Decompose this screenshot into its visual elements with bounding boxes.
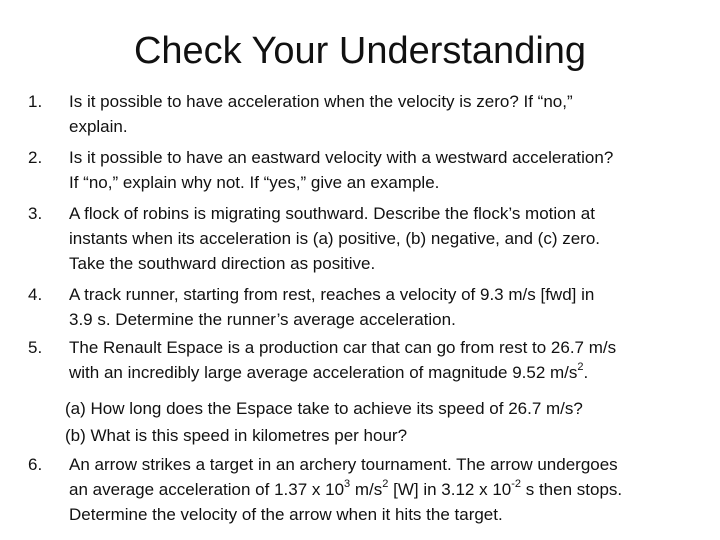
question-line: 3.9 s. Determine the runner’s average acceleration. (69, 309, 456, 329)
question-line: Determine the velocity of the arrow when it hits the target. (69, 504, 503, 524)
question-number: 4. (28, 285, 43, 304)
question-line-end: . (583, 362, 589, 382)
question-line: instants when its acceleration is (a) positive, (b) negative, and (c) zero. (69, 228, 601, 248)
question-line: explain. (69, 116, 128, 136)
question-number: 5. (28, 338, 43, 357)
subpart-a: (a) How long does the Espace take to achieve its speed of 26.7 m/s? (65, 399, 583, 418)
question-line: An arrow strikes a target in an archery tournament. The arrow undergoes (69, 455, 618, 474)
question-line-text: s then stops. (521, 479, 623, 499)
question-text (69, 202, 709, 276)
question-text (69, 146, 709, 196)
exponent: 2 (577, 361, 584, 374)
question-text (69, 453, 709, 527)
question-number: 3. (28, 204, 43, 223)
question-line (69, 361, 709, 386)
question-number: 2. (28, 148, 43, 167)
question-line-text: an average acceleration of 1.37 x 10 (69, 479, 345, 499)
question-line-text: with an incredibly large average acceleration of magnitude 9.52 m/s (69, 362, 578, 382)
question-line: The Renault Espace is a production car that can go from rest to 26.7 m/s (69, 338, 617, 357)
question-number: 6. (28, 455, 43, 474)
question-line: A track runner, starting from rest, reaches a velocity of 9.3 m/s [fwd] in (69, 285, 595, 304)
exponent: -2 (511, 478, 522, 491)
question-line: Is it possible to have an eastward velocity with a westward acceleration? (69, 148, 614, 167)
question-line (69, 478, 709, 503)
question-line: A flock of robins is migrating southward. Describe the flock’s motion at (69, 204, 595, 223)
question-text (69, 283, 709, 333)
question-text (69, 336, 709, 386)
question-line-text: m/s (350, 479, 383, 499)
question-text (69, 90, 709, 140)
question-line: If “no,” explain why not. If “yes,” give an example. (69, 172, 440, 192)
question-number: 1. (28, 92, 43, 111)
question-line: Take the southward direction as positive. (69, 253, 376, 273)
exponent: 2 (382, 478, 389, 491)
question-line-text: [W] in 3.12 x 10 (388, 479, 512, 499)
question-line: Is it possible to have acceleration when the velocity is zero? If “no,” (69, 92, 573, 111)
exponent: 3 (344, 478, 351, 491)
page-title: Check Your Understanding (133, 30, 587, 72)
subpart-b: (b) What is this speed in kilometres per hour? (65, 426, 408, 445)
